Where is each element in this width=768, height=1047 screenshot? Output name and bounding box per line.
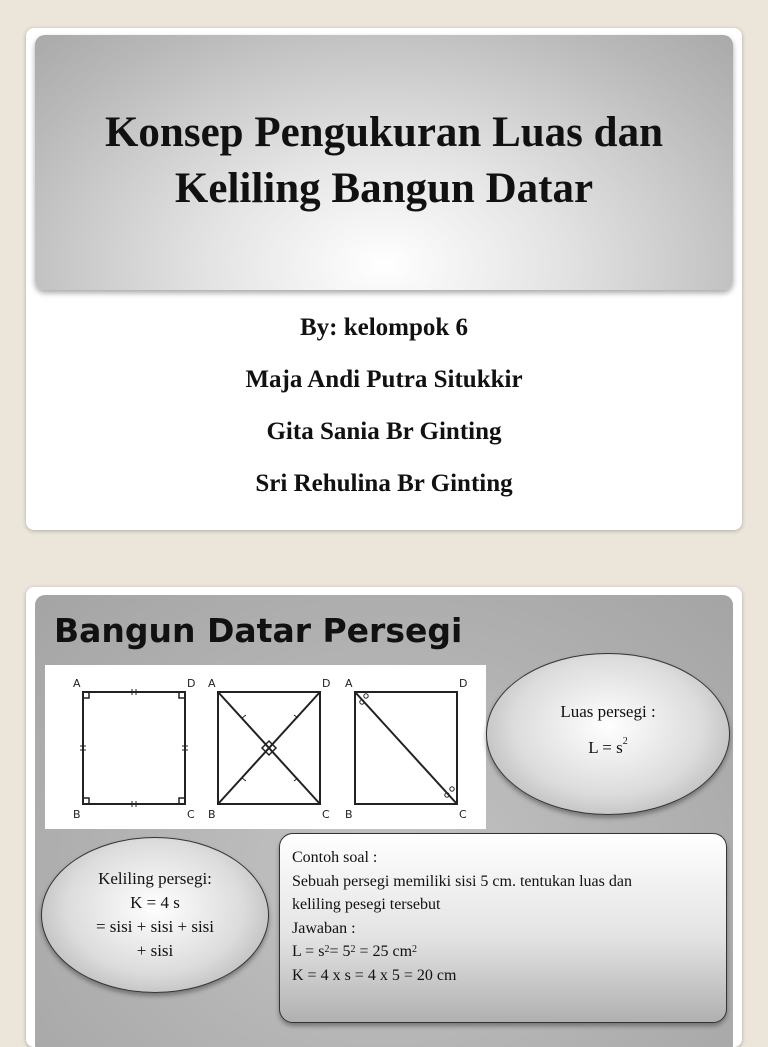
- slide-persegi: [26, 587, 742, 1047]
- label-a: A: [73, 677, 81, 690]
- slide-title-heading: [105, 105, 663, 217]
- label-d: D: [322, 677, 331, 690]
- label-b: B: [73, 808, 81, 821]
- answer-label: Jawaban :: [292, 919, 356, 937]
- keliling-expansion: = sisi + sisi + sisi: [95, 917, 215, 936]
- square-diagram-svg: [45, 665, 486, 829]
- label-d: D: [459, 677, 468, 690]
- keliling-ellipse: [41, 837, 269, 993]
- label-d: D: [187, 677, 196, 690]
- keliling-expansion-end: + sisi: [136, 941, 174, 960]
- keliling-label: Keliling persegi:: [98, 869, 212, 888]
- label-c: C: [187, 808, 195, 821]
- label-b: B: [345, 808, 353, 821]
- luas-label: Luas persegi :: [560, 702, 656, 721]
- luas-formula: $L = s^2$: [588, 736, 628, 757]
- author-name: Maja Andi Putra Situkkir: [245, 366, 523, 393]
- answer-keliling: K = 4 x s = 4 x 5 = 20 cm: [292, 966, 457, 984]
- slide-title: [26, 28, 742, 530]
- title-line-2: Keliling Bangun Datar: [174, 164, 594, 212]
- example-question-cont: keliling pesegi tersebut: [292, 896, 441, 913]
- author-name: Gita Sania Br Ginting: [266, 418, 502, 445]
- keliling-formula: K = 4 s: [130, 893, 180, 912]
- label-c: C: [322, 808, 330, 821]
- slide-heading: Bangun Datar Persegi: [54, 611, 463, 650]
- square-diagram: [45, 665, 486, 829]
- label-a: A: [208, 677, 216, 690]
- square-1: [83, 692, 185, 804]
- answer-luas: $L = s^2= 5^2 = 25$ $cm^2$: [292, 943, 418, 960]
- luas-ellipse: [486, 653, 730, 815]
- label-b: B: [208, 808, 216, 821]
- title-line-1: Konsep Pengukuran Luas dan: [104, 108, 663, 156]
- label-a: A: [345, 677, 353, 690]
- title-panel: [35, 35, 733, 290]
- author-group: By: kelompok 6: [299, 314, 469, 341]
- label-c: C: [459, 808, 467, 821]
- example-question: Sebuah persegi memiliki sisi 5 cm. tentukan luas dan: [292, 872, 632, 890]
- persegi-panel: [35, 595, 733, 1047]
- authors-list: [26, 310, 742, 518]
- example-box: [279, 833, 727, 1023]
- author-name: Sri Rehulina Br Ginting: [255, 470, 513, 497]
- example-heading: Contoh soal :: [292, 849, 378, 866]
